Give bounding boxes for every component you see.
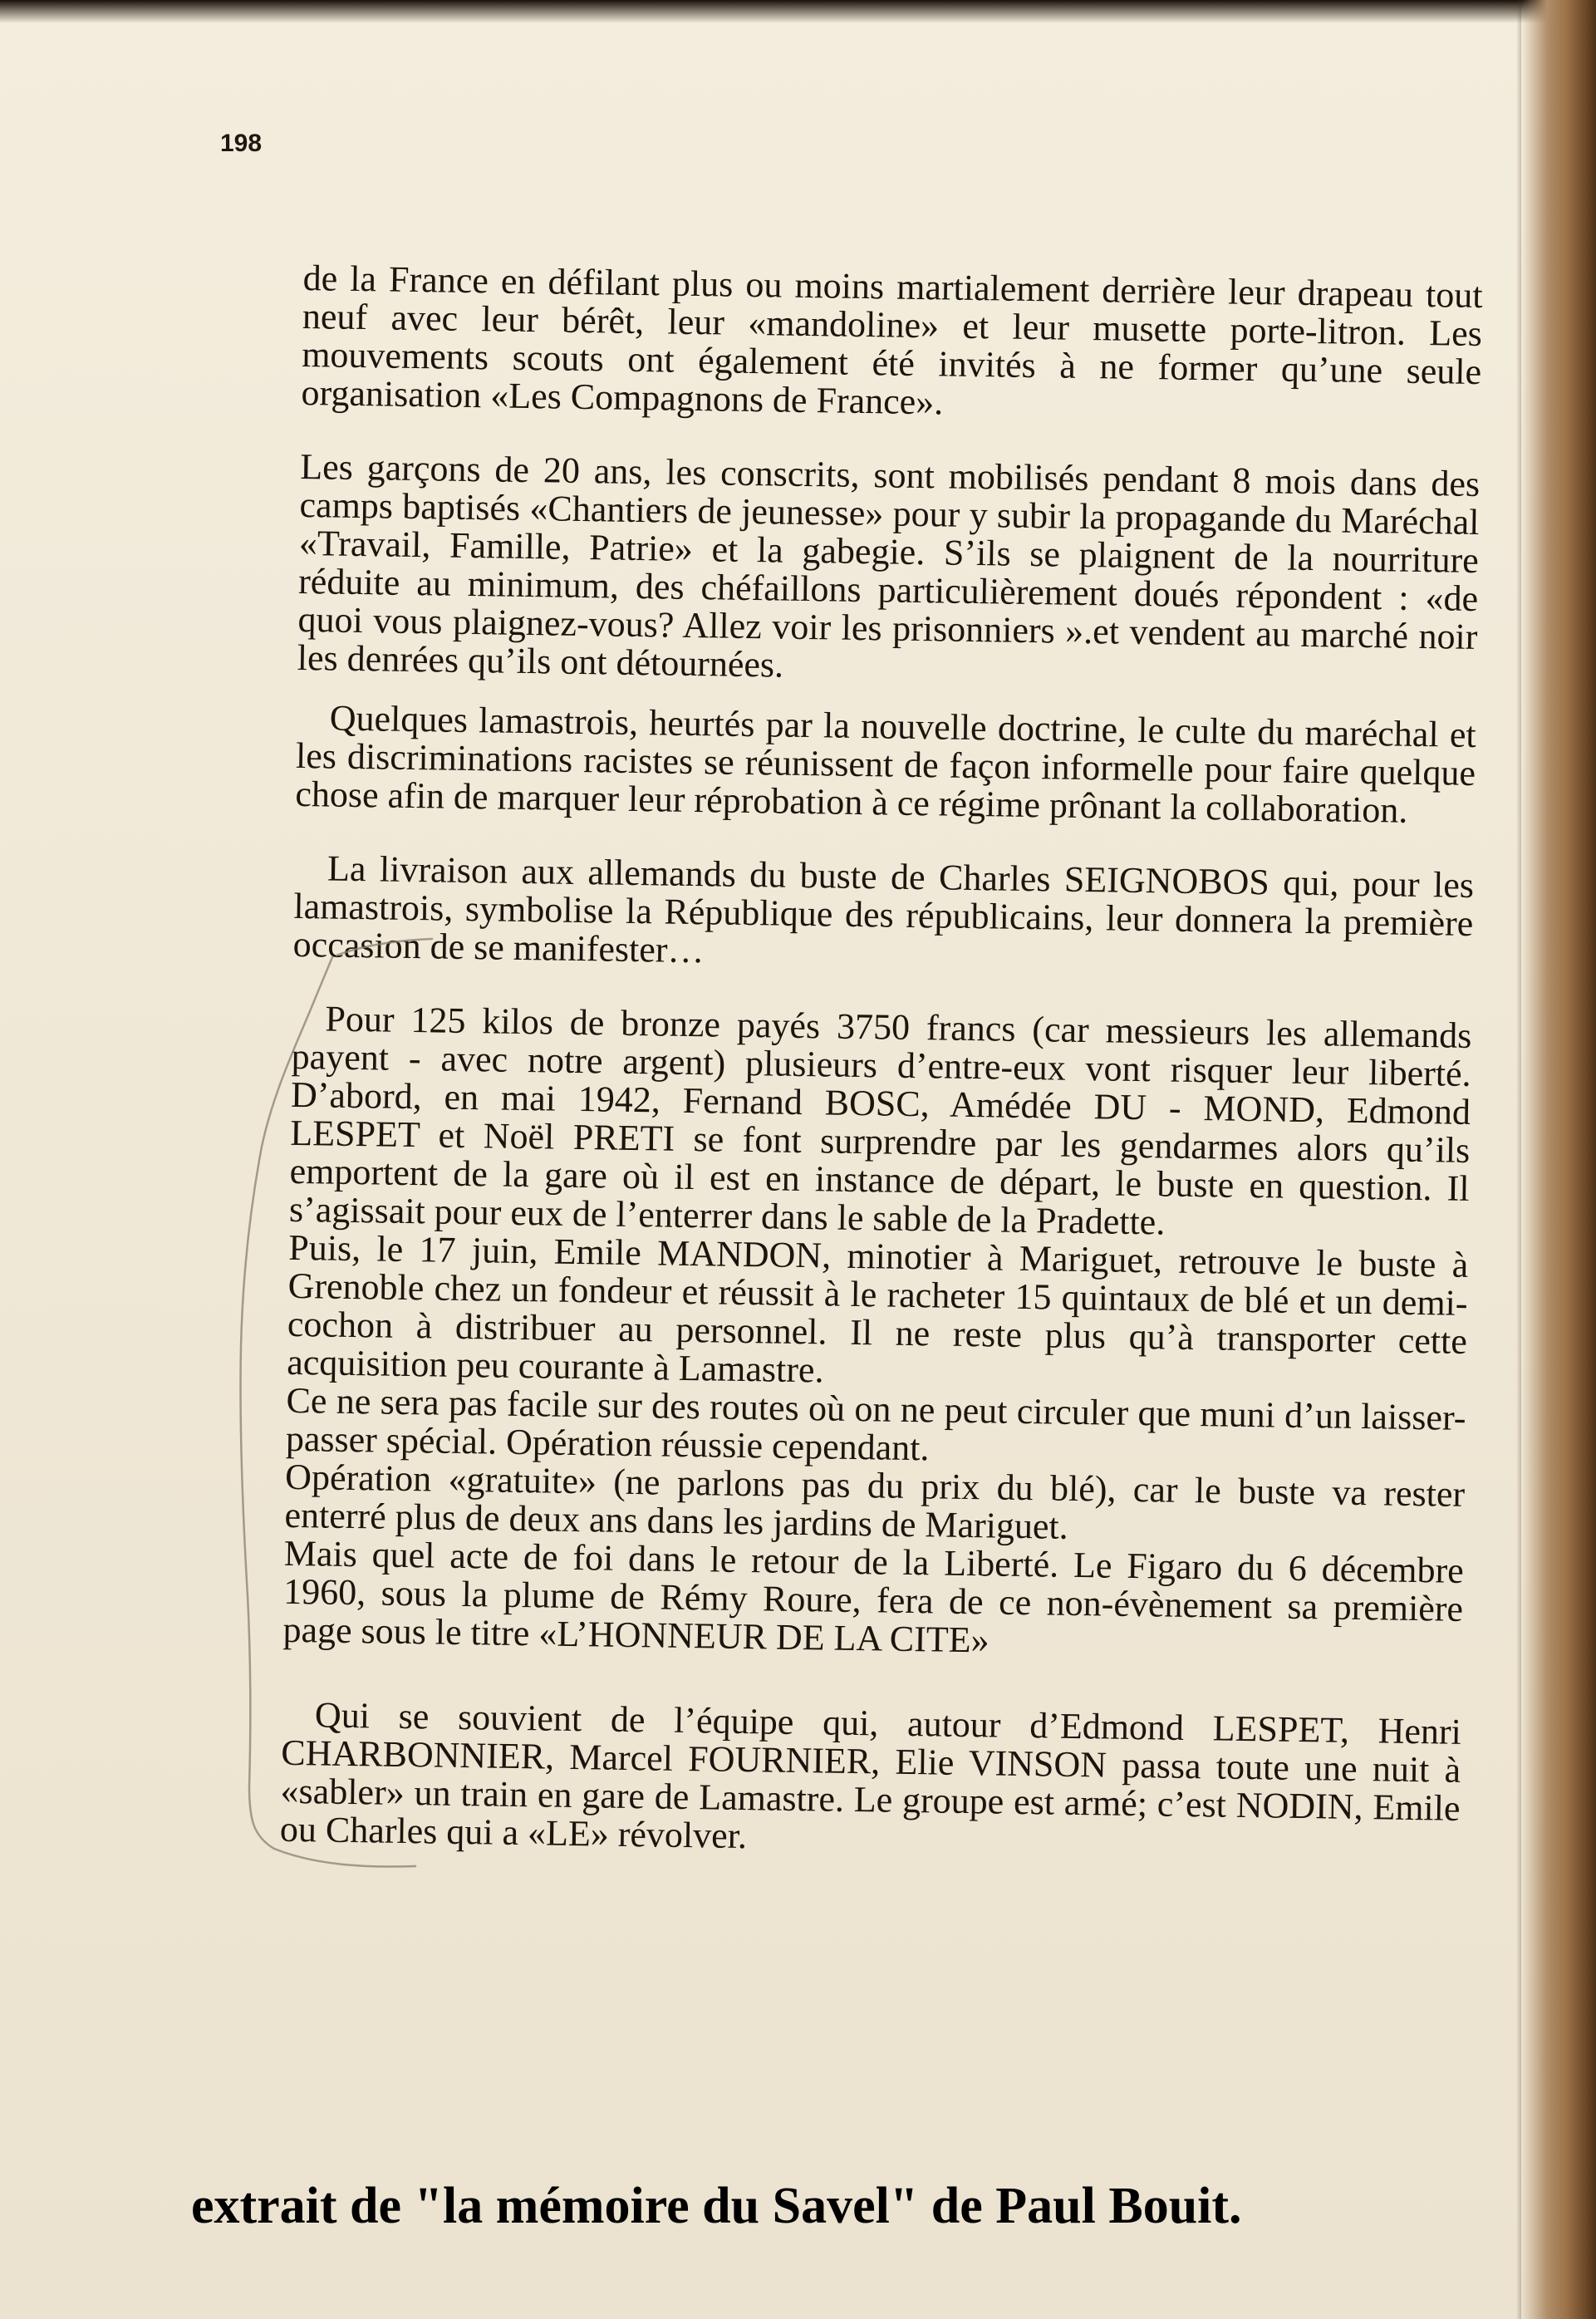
paragraph-1: de la France en défilant plus ou moins martialement derrière leur drapeau tout neuf avec leur bérêt, leur «mandoline» et leur musette porte-litron. Les mouvements scouts ont également été invités à ne former qu’une seule organisation «Les Compagnons de France». <box>301 258 1483 423</box>
body-text <box>280 259 1483 1866</box>
paragraph-2: Les garçons de 20 ans, les conscrits, sont mobilisés pendant 8 mois dans des camps baptisés «Chantiers de jeunesse» pour y subir la propagande du Maréchal «Travail, Famille, Patrie» et la gabegie. S’ils se plaignent de la nourriture réduite au minimum, des chéfaillons particulièrement doués répondent : «de quoi vous plaignez-vous? Allez voir les prisonniers ».et vendent au marché noir les denrées qu’ils ont détournées. <box>297 445 1481 685</box>
paragraph-3: Quelques lamastrois, heurtés par la nouvelle doctrine, le culte du maréchal et les discriminations racistes se réunissent de façon informelle pour faire quelque chose afin de marquer leur réprobation à ce régime prônant la collaboration. <box>295 697 1477 831</box>
top-edge-shadow <box>0 0 1596 23</box>
book-spine <box>1521 0 1596 2319</box>
paragraph-4: La livraison aux allemands du buste de Charles SEIGNOBOS qui, pour les lamastrois, symbolise la République des républicains, leur donnera la première occasion de se manifester… <box>292 848 1475 971</box>
paragraph-6: Puis, le 17 juin, Emile MANDON, minotier à Mariguet, retrouve le buste à Grenoble chez un fondeur et réussit à le racheter 15 quintaux de blé et un demi-cochon à distribuer au personnel. Il ne reste plus qu’à transporter cette acquisition peu courante à Lamastre. <box>286 1226 1469 1391</box>
paragraph-10: Qui se souvient de l’équipe qui, autour d’Edmond LESPET, Henri CHARBONNIER, Marcel FOURNIER, Elie VINSON passa toute une nuit à «sabler» un train en gare de Lamastre. Le groupe est armé; c’est NODIN, Emile ou Charles qui a «LE» révolver. <box>279 1694 1462 1857</box>
paragraph-9: Mais quel acte de foi dans le retour de la Liberté. Le Figaro du 6 décembre 1960, sous la plume de Rémy Roure, fera de ce non-évènement sa première page sous le titre «L’HONNEUR DE LA CITE» <box>282 1532 1465 1661</box>
paragraph-5: Pour 125 kilos de bronze payés 3750 francs (car messieurs les allemands payent - avec notre argent) plusieurs d’entre-eux vont risquer leur liberté. D’abord, en mai 1942, Fernand BOSC, Amédée DU - MOND, Edmond LESPET et Noël PRETI se font surprendre par les gendarmes alors qu’ils emportent de la gare où il est en instance de départ, le buste en question. Il s’agissait pour eux de l’enterrer dans le sable de la Pradette. <box>288 998 1472 1243</box>
paragraph-8: Opération «gratuite» (ne parlons pas du prix du blé), car le buste va rester enterré plus de deux ans dans les jardins de Mariguet. <box>284 1456 1466 1547</box>
source-caption: extrait de "la mémoire du Savel" de Paul Bouit. <box>191 2178 1242 2234</box>
paragraph-7: Ce ne sera pas facile sur des routes où on ne peut circuler que muni d’un laisser-passer spécial. Opération réussie cependant. <box>285 1379 1466 1469</box>
page-number: 198 <box>220 130 263 157</box>
